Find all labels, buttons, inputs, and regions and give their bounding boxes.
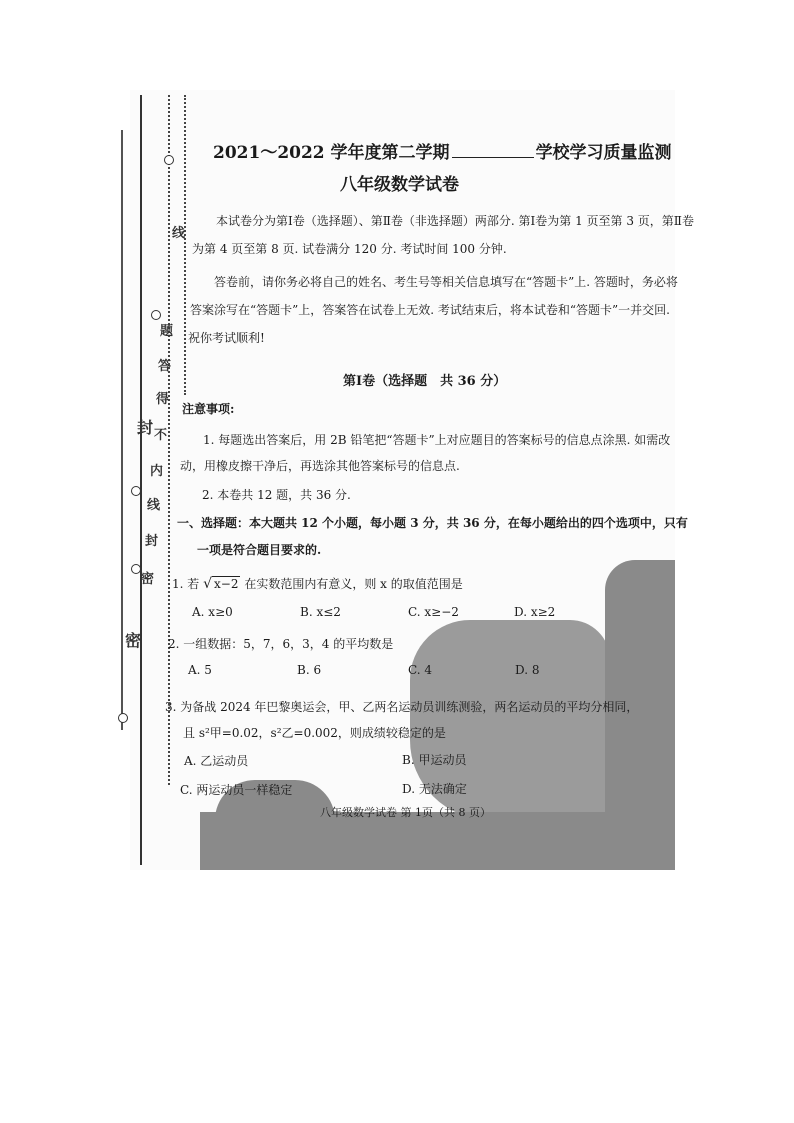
q2-option-d: D. 8: [515, 663, 540, 677]
note1-line1: 1. 每题选出答案后，用 2B 铅笔把“答题卡”上对应题目的答案标号的信息点涂黑. 如需改: [203, 433, 671, 447]
margin-char: 不: [154, 428, 168, 443]
q3-option-c: C. 两运动员一样稳定: [180, 783, 293, 797]
q1-option-c: C. x≥−2: [408, 605, 459, 619]
question-2-stem: 2. 一组数据：5，7，6，3，4 的平均数是: [168, 637, 394, 651]
q1-stem-pre: 1. 若: [172, 577, 200, 591]
exam-subtitle: 八年级数学试卷: [340, 175, 459, 195]
binding-line-dotted-2: [184, 95, 186, 395]
title-suffix: 学校学习质量监测: [535, 143, 672, 163]
section-heading: 第Ⅰ卷（选择题 共 36 分）: [343, 374, 507, 389]
margin-char: 线: [147, 498, 161, 513]
q2-option-c: C. 4: [408, 663, 433, 677]
q1-option-a: A. x≥0: [192, 605, 233, 619]
margin-char: 线: [172, 226, 186, 241]
note2: 2. 本卷共 12 题，共 36 分.: [202, 488, 351, 502]
intro-p3: 祝你考试顺利!: [188, 331, 265, 345]
question-3-stem-line1: 3. 为备战 2024 年巴黎奥运会，甲、乙两名运动员训练测验，两名运动员的平均分相同，: [165, 700, 639, 714]
question-1-stem: 1. 若 √ x−2 在实数范围内有意义，则 x 的取值范围是: [172, 576, 463, 592]
q2-option-a: A. 5: [188, 663, 212, 677]
q2-option-b: B. 6: [297, 663, 322, 677]
intro-p1-line1: 本试卷分为第Ⅰ卷（选择题）、第Ⅱ卷（非选择题）两部分. 第Ⅰ卷为第 1 页至第 3 页，第Ⅱ卷: [216, 214, 694, 228]
binding-line-outer: [140, 95, 142, 865]
part1-instructions-line1: 一、选择题：本大题共 12 个小题，每小题 3 分，共 36 分，在每小题给出的四个选项中，只有: [177, 516, 688, 530]
margin-char: 封: [145, 534, 159, 549]
margin-char: 密: [125, 631, 142, 650]
binding-hole-2: [151, 310, 161, 320]
school-name-blank[interactable]: [452, 156, 534, 158]
notes-label: 注意事项:: [182, 402, 235, 416]
part1-instructions-line2: 一项是符合题目要求的.: [197, 543, 322, 557]
intro-p1-line2: 为第 4 页至第 8 页. 试卷满分 120 分. 考试时间 100 分钟.: [192, 242, 507, 256]
binding-hole-3: [131, 486, 141, 496]
q1-stem-post: 在实数范围内有意义，则 x 的取值范围是: [244, 577, 463, 591]
binding-line-diagonal: [121, 130, 123, 730]
q3-option-a: A. 乙运动员: [184, 754, 249, 768]
q3-option-b: B. 甲运动员: [402, 753, 467, 767]
binding-hole-1: [164, 155, 174, 165]
margin-char: 内: [150, 464, 164, 479]
binding-hole-4: [131, 564, 141, 574]
margin-char: 答: [158, 359, 172, 374]
scan-shadow-bottom: [200, 812, 675, 870]
margin-char: 得: [156, 392, 170, 407]
q1-option-d: D. x≥2: [514, 605, 556, 619]
intro-p2-line1: 答卷前，请你务必将自己的姓名、考生号等相关信息填写在“答题卡”上. 答题时，务必将: [214, 275, 678, 289]
question-3-stem-line2: 且 s²甲=0.02，s²乙=0.002，则成绩较稳定的是: [183, 726, 446, 740]
title-prefix: 2021～2022 学年度第二学期: [213, 143, 450, 163]
q3-option-d: D. 无法确定: [402, 782, 467, 796]
binding-line-dotted: [168, 95, 170, 785]
q1-option-b: B. x≤2: [300, 605, 341, 619]
intro-p2-line2: 答案涂写在“答题卡”上，答案答在试卷上无效. 考试结束后，将本试卷和“答题卡”一并交回.: [190, 303, 670, 317]
exam-title: [213, 138, 672, 163]
margin-char: 封: [137, 418, 154, 437]
margin-char: 密: [141, 572, 155, 587]
margin-char: 题: [160, 324, 174, 339]
binding-hole-5: [118, 713, 128, 723]
q1-radicand: x−2: [214, 577, 239, 591]
note1-line2: 动，用橡皮擦干净后，再选涂其他答案标号的信息点.: [180, 459, 460, 473]
scan-shadow-right: [605, 560, 675, 820]
page-footer: 八年级数学试卷 第 1页（共 8 页）: [320, 806, 491, 819]
